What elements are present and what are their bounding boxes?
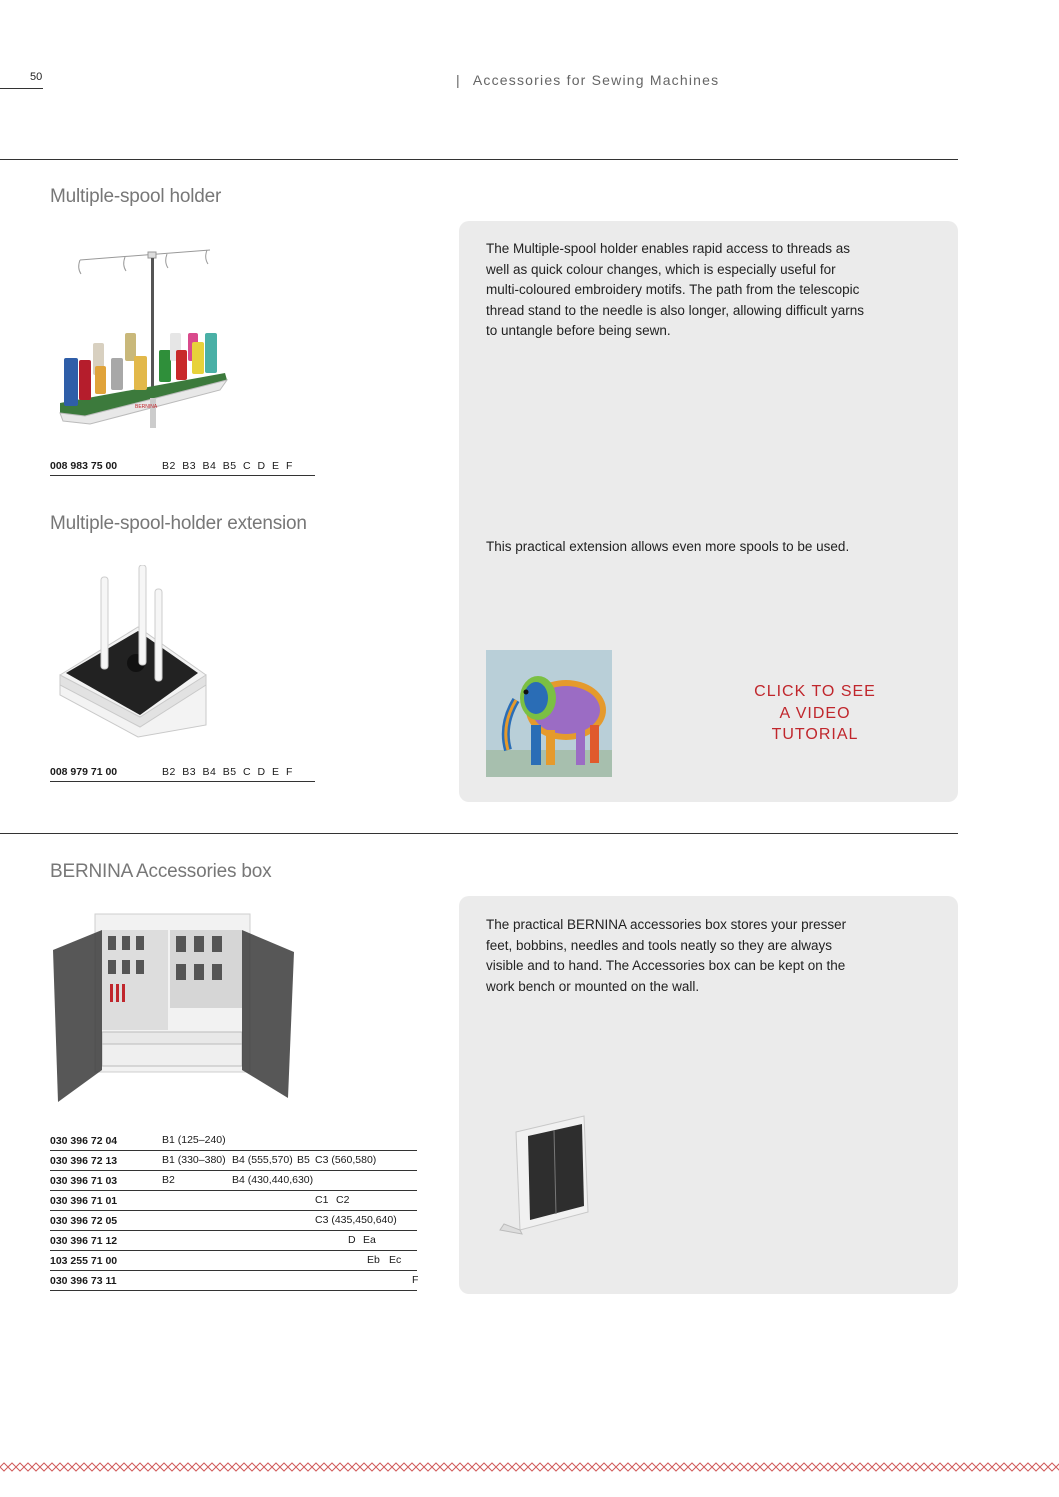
header (456, 72, 719, 88)
model-cell: C3 (435,450,640) (315, 1214, 397, 1226)
model-cell: Ea (363, 1234, 376, 1246)
section-divider (0, 159, 958, 160)
article-number: 008 983 75 00 (50, 460, 118, 472)
table-row (50, 1271, 417, 1291)
video-cta-line: TUTORIAL (771, 726, 859, 743)
page-number: 50 (30, 71, 43, 83)
model-cell: F (412, 1274, 419, 1286)
model-cell: B4 (430,440,630) (232, 1174, 314, 1186)
model-cell: B5 (297, 1154, 310, 1166)
table-row (50, 1151, 417, 1171)
article-number: 008 979 71 00 (50, 766, 118, 778)
video-cta-line: CLICK TO SEE (754, 683, 876, 700)
article-number: 030 396 73 11 (50, 1271, 162, 1291)
compatible-models (162, 1271, 417, 1291)
model-cell: B4 (555,570) (232, 1154, 293, 1166)
page-number-rule (0, 88, 43, 89)
header-title: Accessories for Sewing Machines (472, 72, 720, 88)
compatible-models (162, 1231, 417, 1251)
compatible-models (162, 1211, 417, 1231)
compatible-models (162, 1131, 417, 1151)
extension-description: This practical extension allows even more spools to be used. (486, 539, 850, 554)
video-thumbnail-elephant[interactable] (486, 650, 612, 777)
model-cell: C3 (560,580) (315, 1154, 377, 1166)
section-title-spool-holder: Multiple-spool holder (50, 186, 222, 207)
table-row (50, 1231, 417, 1251)
article-number: 030 396 72 04 (50, 1131, 162, 1151)
compatible-models: B2 B3 B4 B5 C D E F (162, 766, 293, 778)
accessories-box-description: The practical BERNINA accessories box stores your presser feet, bobbins, needles and tools neatly so they are always visible and to hand. The Accessories box can be kept on the work bench or mounted on the wall. (486, 917, 847, 994)
article-row-spool-holder (50, 458, 315, 476)
model-cell: B2 (162, 1174, 175, 1186)
table-row (50, 1191, 417, 1211)
table-row (50, 1211, 417, 1231)
compatible-models (162, 1171, 417, 1191)
article-number: 030 396 72 13 (50, 1151, 162, 1171)
video-tutorial-link[interactable] (735, 681, 895, 746)
section-divider (0, 833, 958, 834)
model-cell: B1 (330–380) (162, 1154, 226, 1166)
article-number: 030 396 72 05 (50, 1211, 162, 1231)
article-number: 030 396 71 01 (50, 1191, 162, 1211)
accessories-box-image (50, 912, 298, 1104)
spool-holder-logo: BERNINA (135, 404, 158, 410)
article-number: 103 255 71 00 (50, 1251, 162, 1271)
extension-image (58, 565, 208, 740)
model-cell: C1 (315, 1194, 329, 1206)
accessories-box-article-table (50, 1131, 417, 1291)
wall-mounted-box-image (496, 1112, 606, 1242)
compatible-models: B2 B3 B4 B5 C D E F (162, 460, 293, 472)
compatible-models (162, 1251, 417, 1271)
spool-holder-description: The Multiple-spool holder enables rapid access to threads as well as quick colour changes, which is especially useful for multi-coloured embroidery motifs. The path from the telescopic thread stand to the needle is also longer, allowing difficult yarns to untangle before being sewn. (486, 241, 864, 338)
header-separator: | (456, 72, 461, 88)
model-cell: Ec (389, 1254, 402, 1266)
model-cell: Eb (367, 1254, 380, 1266)
compatible-models (162, 1151, 417, 1171)
model-cell: C2 (336, 1194, 350, 1206)
video-cta-line: A VIDEO (779, 704, 851, 722)
table-row (50, 1171, 417, 1191)
table-row (50, 1251, 417, 1271)
footer-decorative-border (0, 1461, 1059, 1473)
article-number: 030 396 71 12 (50, 1231, 162, 1251)
model-cell: D (348, 1234, 356, 1246)
spool-holder-image (55, 238, 235, 433)
table-row (50, 1131, 417, 1151)
model-cell: B1 (125–240) (162, 1134, 226, 1146)
article-row-extension (50, 764, 315, 782)
compatible-models (162, 1191, 417, 1211)
section-title-extension: Multiple-spool-holder extension (50, 513, 307, 534)
article-number: 030 396 71 03 (50, 1171, 162, 1191)
section-title-accessories-box: BERNINA Accessories box (50, 861, 272, 882)
